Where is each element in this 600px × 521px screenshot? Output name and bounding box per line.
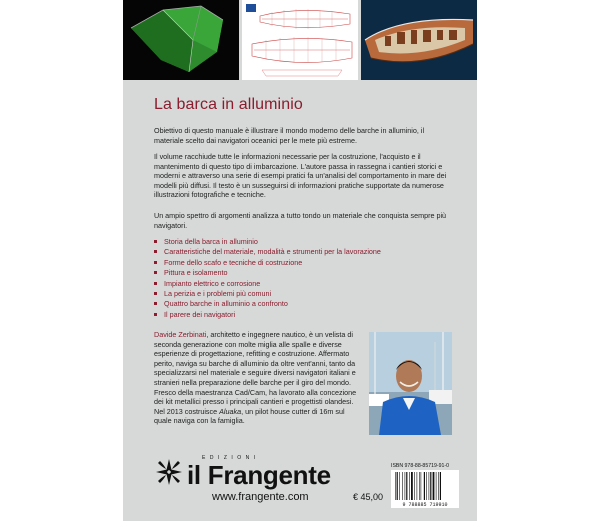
barcode-bar bbox=[395, 472, 396, 500]
content-paragraph: Il volume racchiude tutte le informazioni necessarie per la costruzione, l'acquisto e il mantenimento di questo tipo di imbarcazione. L'autore passa in rassegna i cantieri storici e moderni e attraverso una serie di esempi pratici fa un'analisi del comportamento in mare dei modelli più diffusi. Il testo è un susseguirsi di informazioni pratiche supportate da numerose illustrazioni fotografiche e tecniche. bbox=[154, 152, 447, 200]
interior-render-image bbox=[361, 0, 477, 80]
barcode-number: 9 788885 719910 bbox=[402, 502, 448, 508]
barcode-bar bbox=[421, 472, 422, 500]
bullet-icon bbox=[154, 240, 157, 243]
technical-plans-image bbox=[242, 0, 358, 80]
barcode-bar bbox=[406, 472, 407, 500]
list-item: Caratteristiche del materiale, modalità e strumenti per la lavorazione bbox=[154, 247, 381, 257]
list-item: Il parere dei navigatori bbox=[154, 310, 381, 320]
price: € 45,00 bbox=[353, 492, 384, 502]
barcode-bar bbox=[399, 472, 400, 500]
list-item: Forme dello scafo e tecniche di costruzione bbox=[154, 258, 381, 268]
bullet-icon bbox=[154, 271, 157, 274]
list-item: Storia della barca in alluminio bbox=[154, 237, 381, 247]
publisher-label: EDIZIONI bbox=[202, 455, 260, 461]
barcode-bar bbox=[409, 472, 410, 500]
list-item: Quattro barche in alluminio a confronto bbox=[154, 299, 381, 309]
bullet-icon bbox=[154, 313, 157, 316]
list-item: La perizia e i problemi più comuni bbox=[154, 289, 381, 299]
barcode-bar bbox=[397, 472, 398, 500]
publisher-emblem-icon bbox=[154, 457, 184, 487]
cover-image-strip bbox=[123, 0, 477, 80]
bullet-icon bbox=[154, 292, 157, 295]
topics-list bbox=[154, 237, 381, 320]
barcode-bar bbox=[402, 472, 403, 500]
bullet-icon bbox=[154, 302, 157, 305]
barcode-bar bbox=[438, 472, 439, 500]
bullet-icon bbox=[154, 261, 157, 264]
author-name: Davide Zerbinati bbox=[154, 330, 207, 339]
book-back-cover bbox=[123, 0, 477, 521]
author-bio: Davide Zerbinati, architetto e ingegnere nautico, è un velista di seconda generazione con molte miglia alle spalle e diverse esperienze di progettazione, refitting e costruzione. Affermato perito, naviga su barche di alluminio da oltre vent'anni, tanto da specializzarsi nel materiale e seguire diversi navigatori italiani e stranieri nella preparazione delle barche per il giro del mondo. Fresco della maestranza Cad/Cam, ha lavorato alla concezione dei kit metallici presso i principali cantieri e progettisti olandesi. Nel 2013 costruisce Aluaka, un pilot house cutter di 16m sul quale naviga con la famiglia. bbox=[154, 330, 357, 426]
barcode-bar bbox=[429, 472, 430, 500]
barcode-bar bbox=[414, 472, 415, 500]
topics-intro-paragraph: Un ampio spettro di argomenti analizza a tutto tondo un materiale che conquista sempre più navigatori. bbox=[154, 211, 447, 230]
barcode-bar bbox=[424, 472, 425, 500]
boat-name: Aluaka bbox=[219, 406, 242, 416]
bullet-icon bbox=[154, 250, 157, 253]
hull-render-image bbox=[123, 0, 239, 80]
barcode-bar bbox=[436, 472, 437, 500]
publisher-url: www.frangente.com bbox=[212, 491, 309, 503]
bullet-icon bbox=[154, 282, 157, 285]
barcode-bar bbox=[405, 472, 406, 500]
isbn-label: ISBN 978-88-85719-91-0 bbox=[391, 463, 449, 469]
book-title: La barca in alluminio bbox=[154, 96, 303, 113]
barcode-bar bbox=[433, 472, 435, 500]
barcode-bar bbox=[426, 472, 427, 500]
barcode-bar bbox=[417, 472, 418, 500]
barcode-bar bbox=[419, 472, 420, 500]
publisher-name: il Frangente bbox=[187, 460, 331, 490]
intro-paragraph: Obiettivo di questo manuale è illustrare il mondo moderno delle barche in alluminio, il materiale scelto dai navigatori oceanici per le mete più estreme. bbox=[154, 126, 425, 145]
publisher-logo bbox=[154, 455, 354, 510]
list-item: Impianto elettrico e corrosione bbox=[154, 279, 381, 289]
author-photo bbox=[369, 332, 452, 435]
barcode-bar bbox=[430, 472, 431, 500]
barcode bbox=[391, 470, 459, 508]
barcode-bar bbox=[440, 472, 441, 500]
barcode-bar bbox=[411, 472, 413, 500]
list-item: Pittura e isolamento bbox=[154, 268, 381, 278]
